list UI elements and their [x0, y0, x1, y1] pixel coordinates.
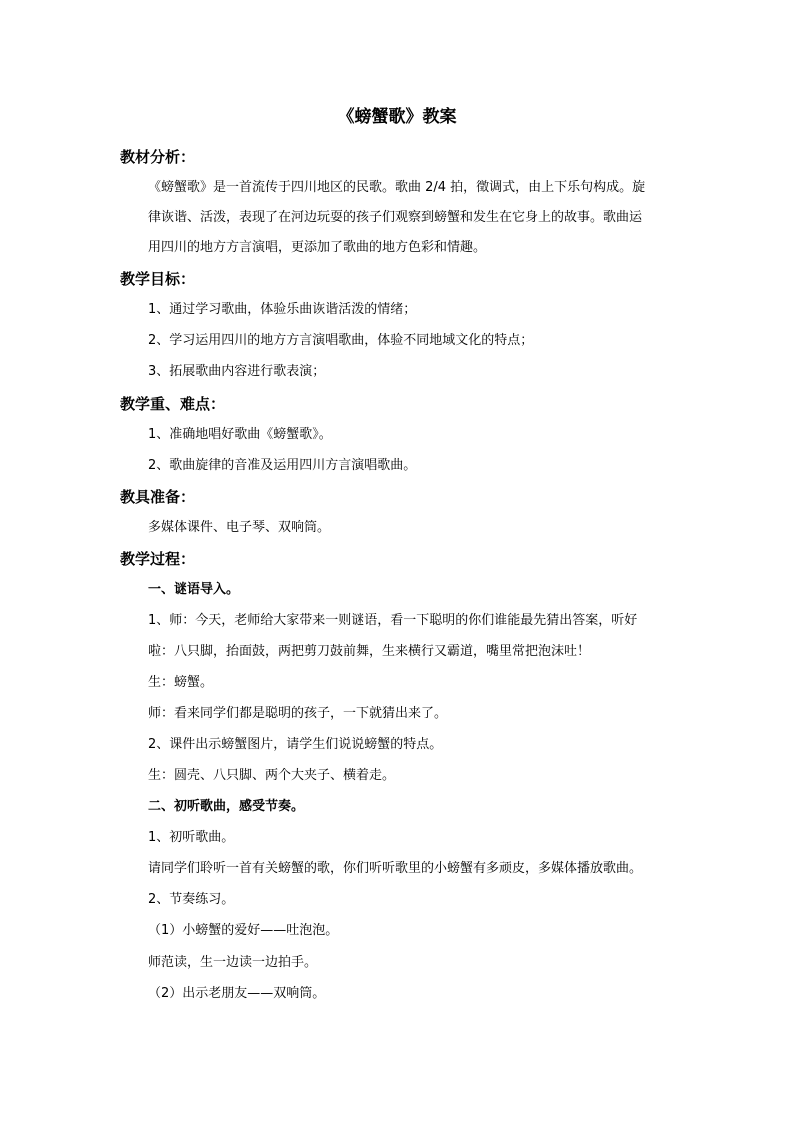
process-part2-line-5: 师范读，生一边读一边拍手。 — [148, 955, 318, 970]
heading-tools: 教具准备： — [120, 488, 196, 506]
process-part1-line-5: 2、课件出示螃蟹图片，请学生们说说螃蟹的特点。 — [148, 737, 443, 752]
process-part1-line-2: 啦：八只脚，抬面鼓，两把剪刀鼓前舞，生来横行又霸道，嘴里常把泡沫吐！ — [148, 644, 591, 659]
tools-text: 多媒体课件、电子琴、双响筒。 — [148, 520, 331, 535]
goal-item-1: 1、通过学习歌曲，体验乐曲诙谐活泼的情绪； — [148, 302, 417, 317]
analysis-line-1: 《螃蟹歌》是一首流传于四川地区的民歌。歌曲 2/4 拍，徵调式，由上下乐句构成。旋 — [148, 180, 646, 195]
heading-goals: 教学目标： — [120, 270, 196, 288]
page-title: 《螃蟹歌》教案 — [337, 107, 457, 127]
process-part2-line-6: （2）出示老朋友——双响筒。 — [148, 986, 326, 1001]
process-part2-line-2: 请同学们聆听一首有关螃蟹的歌，你们听听歌里的小螃蟹有多顽皮，多媒体播放歌曲。 — [148, 861, 643, 876]
process-part2-line-4: （1）小螃蟹的爱好——吐泡泡。 — [148, 923, 339, 938]
goal-item-2: 2、学习运用四川的地方方言演唱歌曲，体验不同地域文化的特点； — [148, 333, 534, 348]
keypoint-item-2: 2、歌曲旋律的音准及运用四川方言演唱歌曲。 — [148, 458, 417, 473]
process-part1-line-4: 师：看来同学们都是聪明的孩子，一下就猜出来了。 — [148, 706, 448, 721]
process-part1-line-3: 生：螃蟹。 — [148, 675, 214, 690]
process-part1-line-6: 生：圆壳、八只脚、两个大夹子、横着走。 — [148, 768, 396, 783]
analysis-line-2: 律诙谐、活泼，表现了在河边玩耍的孩子们观察到螃蟹和发生在它身上的故事。歌曲运 — [148, 210, 643, 225]
keypoint-item-1: 1、准确地唱好歌曲《螃蟹歌》。 — [148, 427, 332, 442]
heading-keypoints: 教学重、难点： — [120, 395, 226, 413]
process-part2-line-3: 2、节奏练习。 — [148, 892, 235, 907]
analysis-line-3: 用四川的地方方言演唱，更添加了歌曲的地方色彩和情趣。 — [148, 240, 487, 255]
process-part1-title: 一、谜语导入。 — [148, 582, 240, 597]
process-part2-title: 二、初听歌曲，感受节奏。 — [148, 799, 305, 814]
heading-analysis: 教材分析： — [120, 148, 196, 166]
goal-item-3: 3、拓展歌曲内容进行歌表演； — [148, 364, 326, 379]
heading-process: 教学过程： — [120, 550, 196, 568]
process-part2-line-1: 1、初听歌曲。 — [148, 830, 235, 845]
process-part1-line-1: 1、师：今天，老师给大家带来一则谜语，看一下聪明的你们谁能最先猜出答案，听好 — [148, 613, 638, 628]
